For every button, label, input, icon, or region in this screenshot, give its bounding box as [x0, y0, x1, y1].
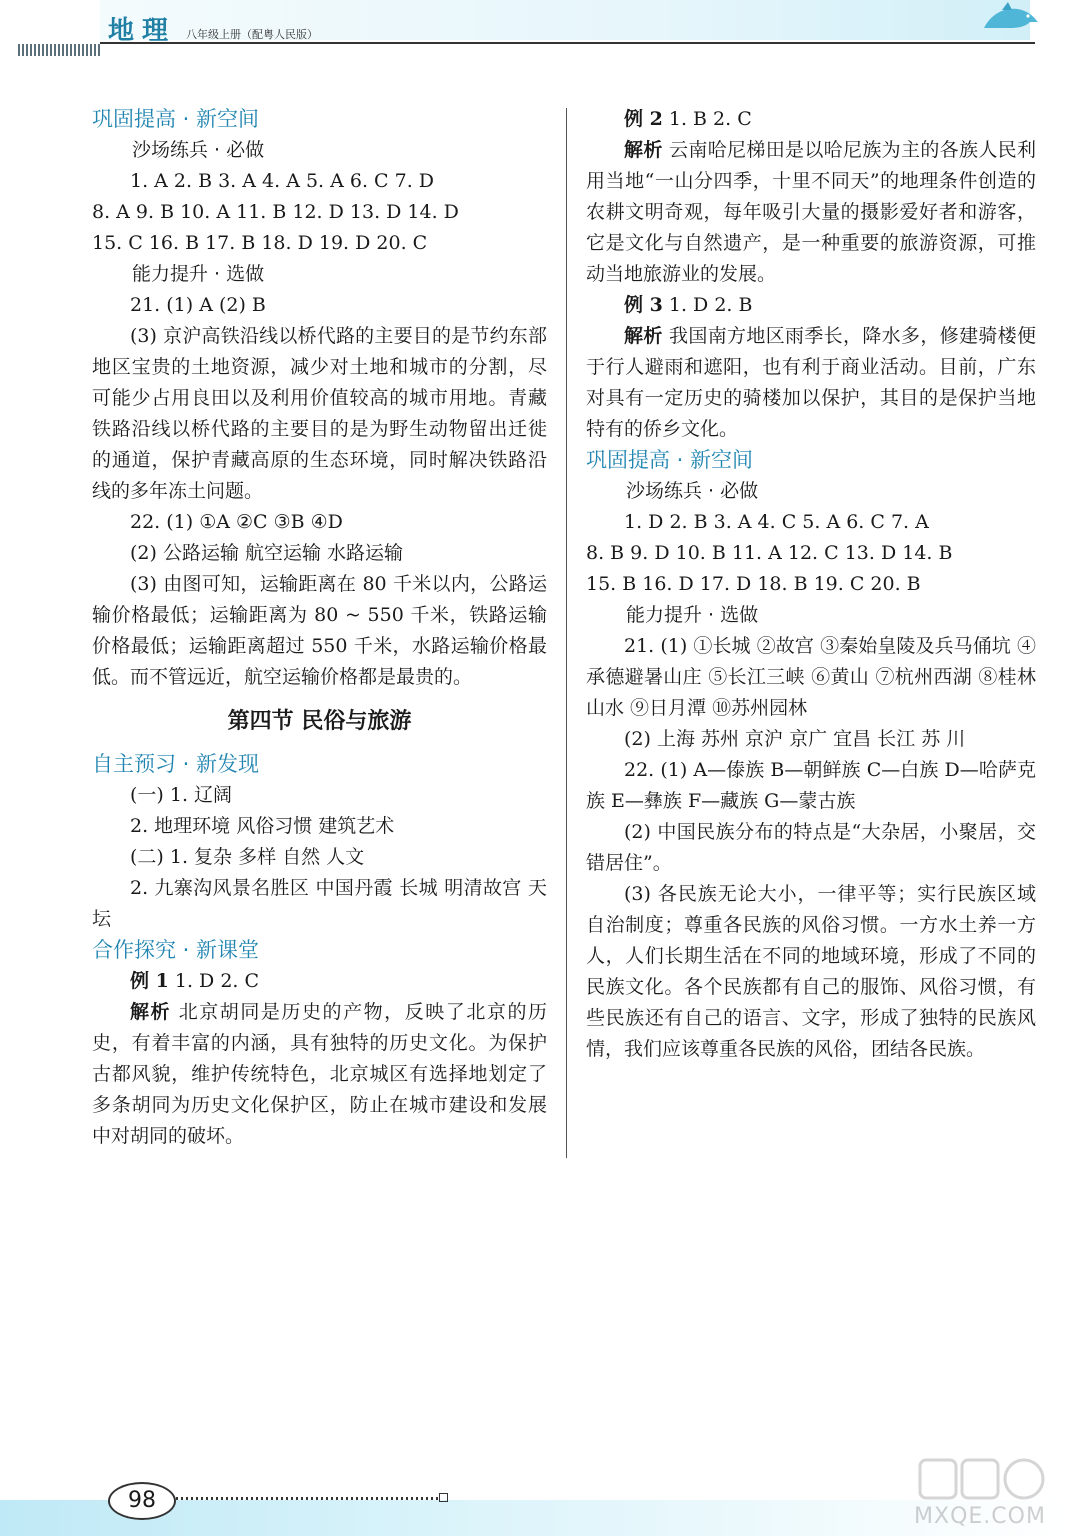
example-answer [586, 104, 1036, 135]
example-label: 例 3 [624, 294, 663, 316]
answer-row: 8. B 9. D 10. B 11. A 12. C 13. D 14. B [586, 542, 953, 564]
analysis-text: 北京胡同是历史的产物，反映了北京的历史，有着丰富的内涵，具有独特的历史文化。为保护古都风貌，维护传统特色，北京城区有选择地划定了多条胡同为历史文化保护区，防止在城市建设和发展中对胡同的破坏。 [92, 1001, 547, 1147]
analysis-label: 解析 [130, 1001, 172, 1023]
right-column [586, 104, 1036, 1065]
subject-title: 地理 [108, 16, 177, 46]
answer-row: 1. A 2. B 3. A 4. A 5. A 6. C 7. D [130, 170, 435, 192]
answer-row: 15. C 16. B 17. B 18. D 19. D 20. C [92, 232, 428, 254]
answer-row: 8. A 9. B 10. A 11. B 12. D 13. D 14. D [92, 201, 459, 223]
section-heading: 巩固提高 · 新空间 [586, 448, 754, 472]
answer-row: (2) 公路运输 航空运输 水路运输 [130, 542, 404, 564]
answer-row: 1. D 2. B 3. A 4. C 5. A 6. C 7. A [624, 511, 929, 533]
subheading: 能力提升 · 选做 [626, 604, 759, 626]
subheading: 沙场练兵 · 必做 [132, 139, 265, 161]
answer-row: 15. B 16. D 17. D 18. B 19. C 20. B [586, 573, 921, 595]
subheading: 沙场练兵 · 必做 [626, 480, 759, 502]
example-answer [92, 966, 547, 997]
page-number: 98 [108, 1482, 176, 1520]
analysis-text: 云南哈尼梯田是以哈尼族为主的各族人民利用当地“一山分四季，十里不同天”的地理条件创造的农耕文明奇观，每年吸引大量的摄影爱好者和游客，它是文化与自然遗产，是一种重要的旅游资源，可推动当地旅游业的发展。 [586, 139, 1036, 285]
dolphin-icon [980, 0, 1040, 36]
watermark-text: MXQE.COM [914, 1504, 1046, 1529]
answer-paragraph: (3) 由图可知，运输距离在 80 千米以内，公路运输价格最低；运输距离为 80 ~ 550 千米，铁路运输价格最低；运输距离超过 550 千米，水路运输价格最低。而不管远近，航空运输价格都是最贵的。 [92, 573, 547, 688]
header-rule [100, 42, 1035, 44]
answer-row: (一) 1. 辽阔 [130, 784, 233, 806]
analysis-text: 我国南方地区雨季长，降水多，修建骑楼便于行人避雨和遮阳，也有利于商业活动。目前，广东对具有一定历史的骑楼加以保护，其目的是保护当地特有的侨乡文化。 [586, 325, 1036, 440]
section-heading: 巩固提高 · 新空间 [92, 107, 260, 131]
watermark [900, 1456, 1060, 1532]
answer-paragraph: 2. 九寨沟风景名胜区 中国丹霞 长城 明清故宫 天坛 [92, 877, 547, 930]
answer-row: 2. 地理环境 风俗习惯 建筑艺术 [130, 815, 395, 837]
analysis-paragraph [92, 997, 547, 1152]
answer-paragraph: (2) 中国民族分布的特点是“大杂居，小聚居，交错居住”。 [586, 821, 1036, 874]
grade-label: 八年级上册（配粤人民版） [186, 28, 318, 41]
answer-row: 21. (1) A (2) B [130, 294, 266, 316]
answer-row: 22. (1) ①A ②C ③B ④D [130, 511, 343, 533]
analysis-label: 解析 [624, 139, 663, 161]
section-heading: 合作探究 · 新课堂 [92, 938, 260, 962]
analysis-paragraph [586, 135, 1036, 290]
header-tick-marks [18, 44, 100, 56]
page-header [0, 0, 1067, 60]
example-text: 1. D 2. B [662, 294, 753, 316]
answer-paragraph: 22. (1) A—傣族 B—朝鲜族 C—白族 D—哈萨克族 E—彝族 F—藏族 G—蒙古族 [586, 759, 1036, 812]
footer-dotted-rule [176, 1497, 438, 1500]
subheading: 能力提升 · 选做 [132, 263, 265, 285]
analysis-label: 解析 [624, 325, 663, 347]
watermark-logo-icon [900, 1456, 1060, 1504]
example-label: 例 2 [624, 108, 663, 130]
section-heading: 自主预习 · 新发现 [92, 752, 260, 776]
lesson-title: 第四节 民俗与旅游 [227, 708, 412, 734]
column-divider [566, 108, 567, 1158]
example-text: 1. D 2. C [168, 970, 260, 992]
answer-paragraph: (3) 各民族无论大小，一律平等；实行民族区域自治制度；尊重各民族的风俗习惯。一方水土养一方人，人们长期生活在不同的地域环境，形成了不同的民族文化。各个民族都有自己的服饰、风俗习惯，有些民族还有自己的语言、文字，形成了独特的民族风情，我们应该尊重各民族的风俗，团结各民族。 [586, 883, 1036, 1060]
example-label: 例 1 [130, 970, 169, 992]
answer-paragraph: (2) 上海 苏州 京沪 京广 宜昌 长江 苏 川 [624, 728, 966, 750]
footer-square-mark [439, 1493, 448, 1502]
analysis-paragraph [586, 321, 1036, 445]
answer-row: (二) 1. 复杂 多样 自然 人文 [130, 846, 365, 868]
example-answer [586, 290, 1036, 321]
left-column [92, 104, 547, 1152]
answer-paragraph: 21. (1) ①长城 ②故宫 ③秦始皇陵及兵马俑坑 ④承德避暑山庄 ⑤长江三峡 ⑥黄山 ⑦杭州西湖 ⑧桂林山水 ⑨日月潭 ⑩苏州园林 [586, 635, 1036, 719]
example-text: 1. B 2. C [662, 108, 752, 130]
answer-paragraph: (3) 京沪高铁沿线以桥代路的主要目的是节约东部地区宝贵的土地资源，减少对土地和城市的分割，尽可能少占用良田以及利用价值较高的城市用地。青藏铁路沿线以桥代路的主要目的是为野生动物留出迁徙的通道，保护青藏高原的生态环境，同时解决铁路沿线的多年冻土问题。 [92, 325, 547, 502]
